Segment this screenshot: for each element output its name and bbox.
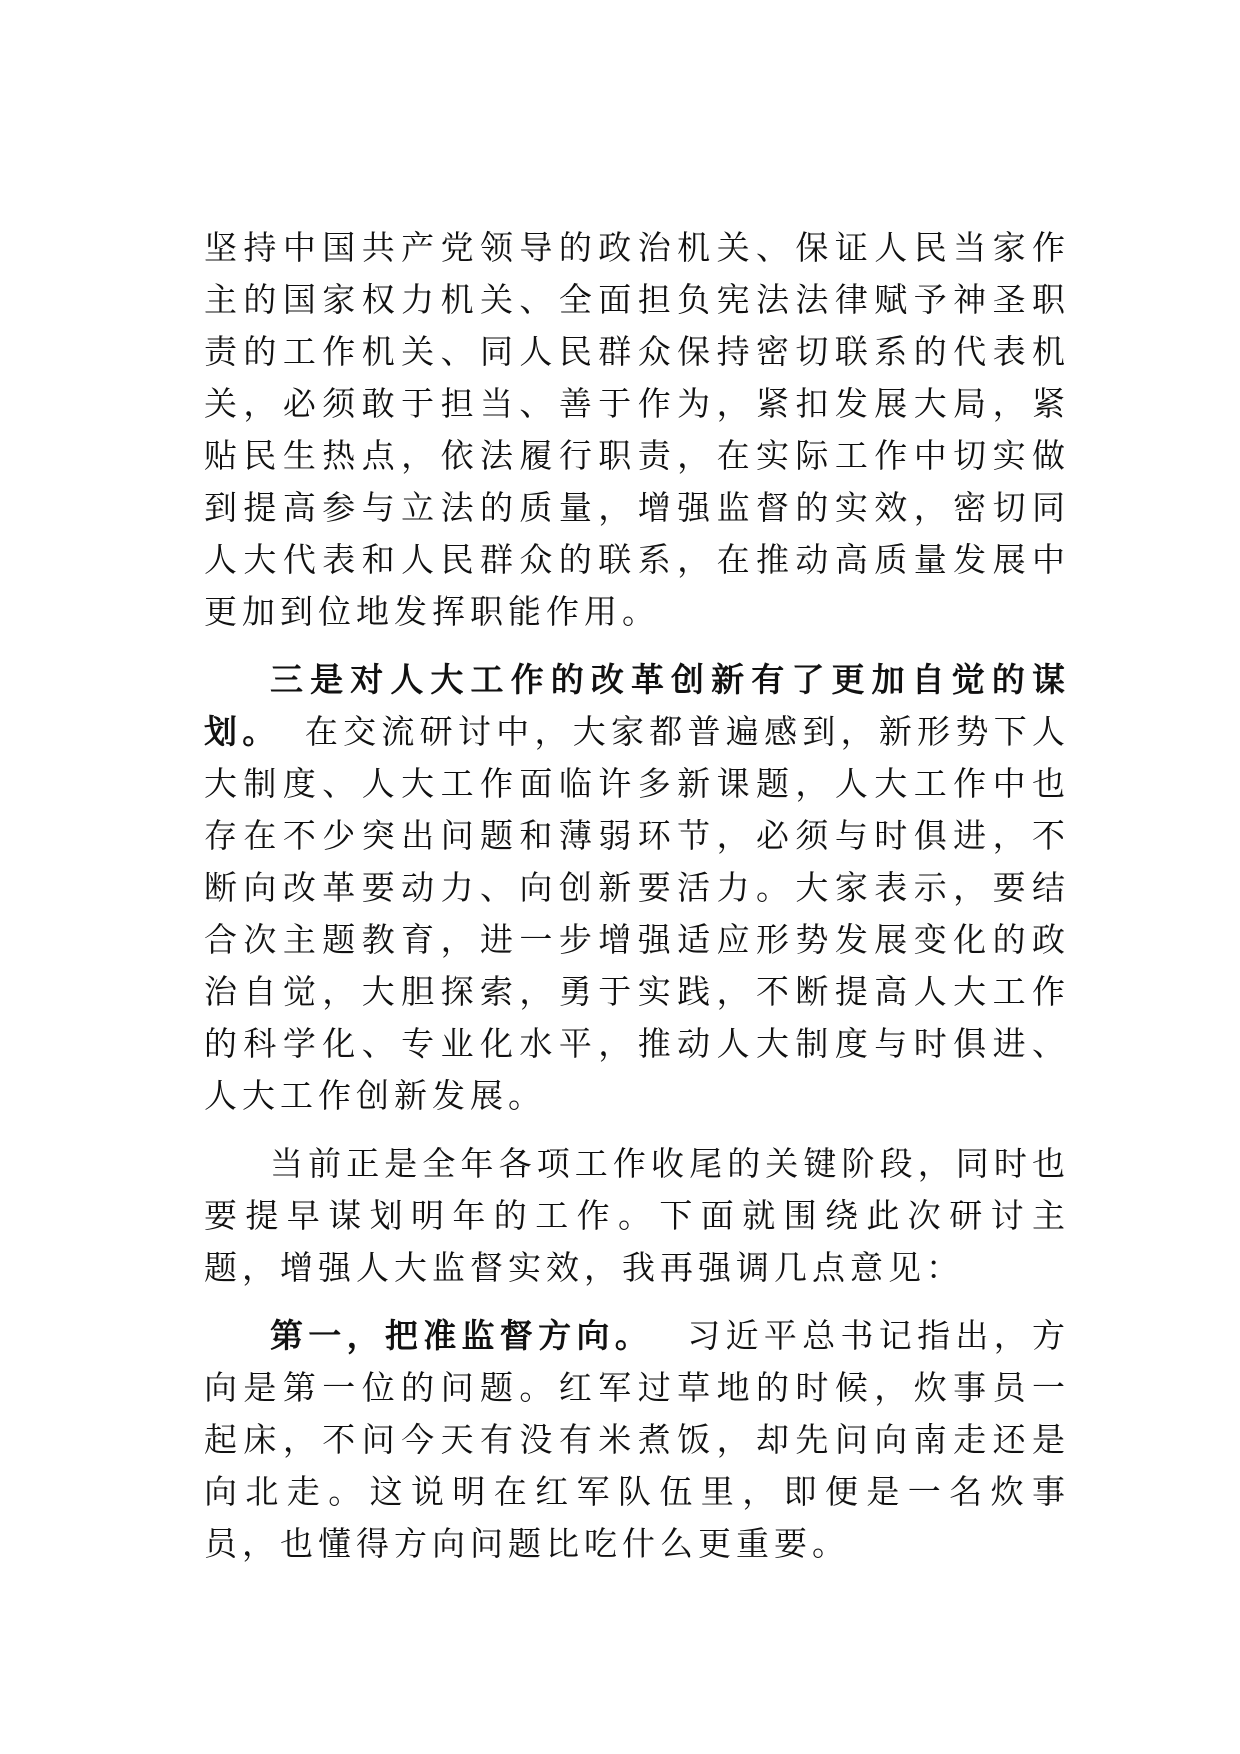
paragraph-1-text: 坚持中国共产党领导的政治机关、保证人民当家作主的国家权力机关、全面担负宪法法律赋予神圣职责的工作机关、同人民群众保持密切联系的代表机关，必须敢于担当、善于作为，紧扣发展大局，紧贴民生热点，依法履行职责，在实际工作中切实做到提高参与立法的质量，增强监督的实效，密切同人大代表和人民群众的联系，在推动高质量发展中更加到位地发挥职能作用。 [204, 228, 1070, 631]
paragraph-3 [204, 1138, 1070, 1294]
paragraph-1 [204, 222, 1070, 638]
document-body [204, 222, 1070, 1586]
paragraph-3-text: 当前正是全年各项工作收尾的关键阶段，同时也要提早谋划明年的工作。下面就围绕此次研讨主题，增强人大监督实效，我再强调几点意见： [204, 1144, 1070, 1287]
paragraph-4-heading: 第一，把准监督方向。 [270, 1316, 653, 1355]
paragraph-2 [204, 654, 1070, 1122]
paragraph-2-heading: 三是对人大工作的改革创新有了更加自觉的谋划。 [204, 660, 1070, 751]
paragraph-2-text: 在交流研讨中，大家都普遍感到，新形势下人大制度、人大工作面临许多新课题，人大工作中也存在不少突出问题和薄弱环节，必须与时俱进，不断向改革要动力、向创新要活力。大家表示，要结合次主题教育，进一步增强适应形势发展变化的政治自觉，大胆探索，勇于实践，不断提高人大工作的科学化、专业化水平，推动人大制度与时俱进、人大工作创新发展。 [204, 712, 1071, 1115]
paragraph-4-text: 习近平总书记指出，方向是第一位的问题。红军过草地的时候，炊事员一起床，不问今天有没有米煮饭，却先问向南走还是向北走。这说明在红军队伍里，即便是一名炊事员，也懂得方向问题比吃什么更重要。 [204, 1316, 1071, 1563]
paragraph-4 [204, 1310, 1070, 1570]
